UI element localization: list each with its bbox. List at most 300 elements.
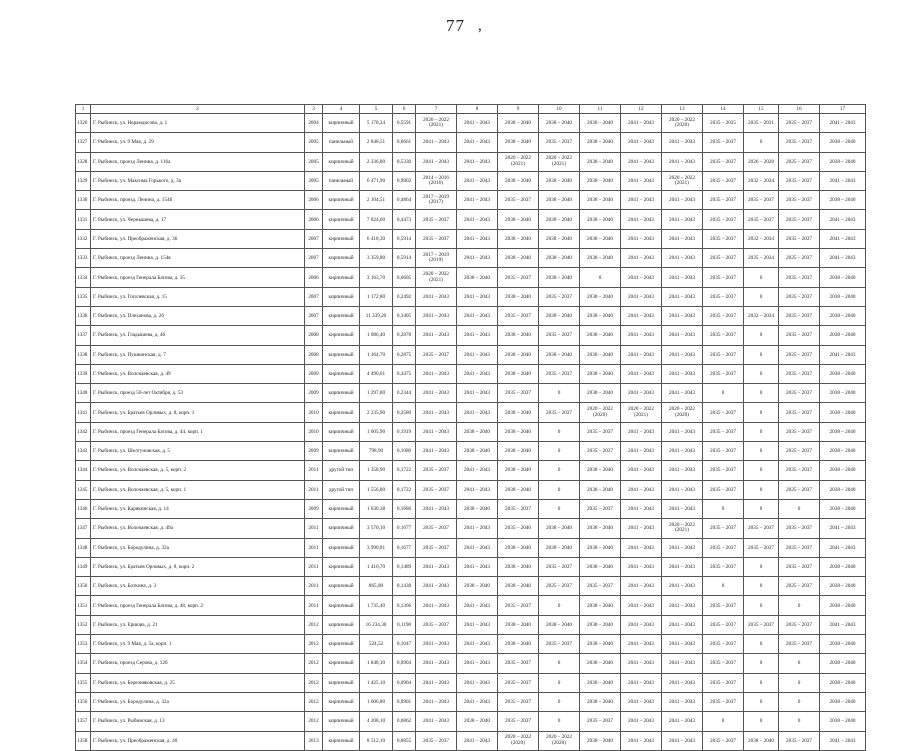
table-cell: 2035 – 2037 bbox=[580, 442, 621, 461]
table-cell: 2041 – 2043 bbox=[662, 480, 703, 499]
table-cell: 798,90 bbox=[360, 442, 393, 461]
table-cell: 2035 – 2037 bbox=[416, 210, 457, 229]
column-number-header: 8 bbox=[457, 105, 498, 114]
table-cell: 2011 bbox=[305, 519, 323, 538]
table-cell: 0 bbox=[744, 326, 779, 345]
table-cell: 2038 – 2040 bbox=[457, 268, 498, 287]
table-cell: 2035 – 2037 bbox=[779, 538, 820, 557]
table-cell: 2017 – 2019 (2017) bbox=[416, 191, 457, 210]
table-cell: 0 bbox=[744, 345, 779, 364]
column-number-header: 3 bbox=[305, 105, 323, 114]
table-cell: 0 bbox=[744, 712, 779, 731]
table-cell: 2041 – 2043 bbox=[820, 210, 866, 229]
table-cell: 0 bbox=[744, 654, 779, 673]
row-number-cell: 1348 bbox=[76, 538, 91, 557]
table-cell: 2038 – 2040 bbox=[498, 442, 539, 461]
table-cell: 2038 – 2040 bbox=[498, 480, 539, 499]
table-cell: 2035 – 2037 bbox=[703, 538, 744, 557]
table-cell: 2038 – 2040 bbox=[498, 210, 539, 229]
row-number-cell: 1337 bbox=[76, 326, 91, 345]
table-cell: 2035 – 2037 bbox=[779, 229, 820, 248]
table-cell: 2038 – 2040 bbox=[580, 229, 621, 248]
table-row bbox=[76, 577, 866, 596]
table-cell: 2041 – 2043 bbox=[662, 712, 703, 731]
table-row bbox=[76, 615, 866, 634]
table-cell: 7 824,60 bbox=[360, 210, 393, 229]
table-cell: 0,3405 bbox=[393, 306, 416, 325]
table-cell: 2038 – 2040 bbox=[820, 364, 866, 383]
address-cell: Г. Рыбинск, ул. Гоголевская, д. 15 bbox=[91, 287, 305, 306]
table-cell: 1 410,70 bbox=[360, 557, 393, 576]
table-cell: 2012 bbox=[305, 635, 323, 654]
table-cell: 2035 – 2037 bbox=[539, 133, 580, 152]
table-cell: 2041 – 2043 bbox=[662, 345, 703, 364]
column-number-header: 13 bbox=[662, 105, 703, 114]
table-cell: 2041 – 2043 bbox=[621, 133, 662, 152]
table-cell: кирпичный bbox=[323, 306, 360, 325]
table-cell: 0 bbox=[779, 499, 820, 518]
table-cell: 2011 bbox=[305, 557, 323, 576]
table-cell: 2011 bbox=[305, 596, 323, 615]
table-cell: 2035 – 2037 bbox=[498, 712, 539, 731]
table-cell: 2041 – 2043 bbox=[457, 731, 498, 750]
address-cell: Г. Рыбинск, ул. Волочаевская, д. 5, корп. 2 bbox=[91, 461, 305, 480]
table-cell: 2038 – 2040 bbox=[820, 442, 866, 461]
table-cell: 2035 – 2037 bbox=[498, 673, 539, 692]
table-cell: 2041 – 2043 bbox=[621, 635, 662, 654]
table-cell: 2011 bbox=[305, 461, 323, 480]
table-cell: 2041 – 2043 bbox=[621, 461, 662, 480]
table-cell: 0 bbox=[539, 673, 580, 692]
table-cell: 2038 – 2040 bbox=[820, 268, 866, 287]
table-cell: 0 bbox=[744, 692, 779, 711]
table-cell: 2038 – 2040 bbox=[820, 596, 866, 615]
table-cell: 2035 – 2037 bbox=[779, 133, 820, 152]
column-number-header: 15 bbox=[744, 105, 779, 114]
table-cell: 5 178,24 bbox=[360, 114, 393, 133]
table-cell: 0,6605 bbox=[393, 268, 416, 287]
table-cell: 2041 – 2043 bbox=[662, 538, 703, 557]
table-row bbox=[76, 422, 866, 441]
table-cell: 2035 – 2037 bbox=[416, 345, 457, 364]
table-cell: 2035 – 2037 bbox=[703, 191, 744, 210]
table-cell: 2041 – 2043 bbox=[662, 364, 703, 383]
table-cell: 2041 – 2043 bbox=[416, 596, 457, 615]
table-cell: 2041 – 2043 bbox=[662, 384, 703, 403]
table-row bbox=[76, 171, 866, 190]
table-row bbox=[76, 442, 866, 461]
address-cell: Г. Рыбинск, проезд 50-лет Октября, д. 53 bbox=[91, 384, 305, 403]
address-cell: Г. Рыбинск, ул. Максима Горького, д. 3а bbox=[91, 171, 305, 190]
table-cell: 2038 – 2040 bbox=[580, 345, 621, 364]
table-cell: 2041 – 2043 bbox=[416, 557, 457, 576]
table-cell: 2041 – 2043 bbox=[457, 171, 498, 190]
column-number-header: 9 bbox=[498, 105, 539, 114]
table-cell: 2041 – 2043 bbox=[416, 673, 457, 692]
address-cell: Г. Рыбинск, проезд Генерала Батова, д. 48, корп. 2 bbox=[91, 596, 305, 615]
table-cell: 1 605,90 bbox=[360, 422, 393, 441]
table-row bbox=[76, 499, 866, 518]
address-cell: Г. Рыбинск, ул. Гладышева, д. 46 bbox=[91, 326, 305, 345]
table-cell: 2035 – 2037 bbox=[703, 692, 744, 711]
table-cell: 2035 – 2037 bbox=[703, 731, 744, 750]
table-cell: 2038 – 2040 bbox=[498, 326, 539, 345]
table-cell: 2035 – 2040 bbox=[498, 519, 539, 538]
table-cell: 2041 – 2043 bbox=[662, 191, 703, 210]
row-number-cell: 1349 bbox=[76, 557, 91, 576]
table-cell: 2035 – 2037 bbox=[416, 519, 457, 538]
table-cell: 2009 bbox=[305, 442, 323, 461]
table-cell: 524,52 bbox=[360, 635, 393, 654]
table-cell: 2038 – 2040 bbox=[580, 114, 621, 133]
table-cell: 2038 – 2040 bbox=[580, 654, 621, 673]
table-cell: 0 bbox=[703, 712, 744, 731]
table-cell: 2041 – 2043 bbox=[621, 191, 662, 210]
address-cell: Г. Рыбинск, проезд Генерала Батова, д. 44, корп. 1 bbox=[91, 422, 305, 441]
table-cell: 0 bbox=[744, 461, 779, 480]
table-cell: 2041 – 2043 bbox=[416, 133, 457, 152]
table-cell: 2038 – 2040 bbox=[744, 731, 779, 750]
table-cell: 0,1722 bbox=[393, 480, 416, 499]
table-cell: 2038 – 2040 bbox=[580, 326, 621, 345]
table-cell: 2041 – 2043 bbox=[457, 384, 498, 403]
table-cell: 4 208,10 bbox=[360, 712, 393, 731]
row-number-cell: 1356 bbox=[76, 692, 91, 711]
table-cell: 2041 – 2043 bbox=[457, 615, 498, 634]
table-cell: 2035 – 2037 bbox=[703, 615, 744, 634]
table-cell: 2041 – 2043 bbox=[457, 191, 498, 210]
table-cell: 2035 – 2037 bbox=[539, 326, 580, 345]
column-number-header: 17 bbox=[820, 105, 866, 114]
table-cell: 2 104,51 bbox=[360, 191, 393, 210]
table-cell: 0,5330 bbox=[393, 152, 416, 171]
table-cell: 2041 – 2043 bbox=[820, 171, 866, 190]
row-number-cell: 1345 bbox=[76, 480, 91, 499]
table-cell: 2026 – 2028 bbox=[744, 152, 779, 171]
table-cell: 2038 – 2040 bbox=[498, 635, 539, 654]
table-cell: 2041 – 2043 bbox=[457, 654, 498, 673]
table-cell: 2011 bbox=[305, 538, 323, 557]
table-cell: 0 bbox=[580, 268, 621, 287]
table-cell: 2038 – 2040 bbox=[580, 538, 621, 557]
row-number-cell: 1344 bbox=[76, 461, 91, 480]
table-cell: 2041 – 2043 bbox=[416, 635, 457, 654]
column-number-header: 12 bbox=[621, 105, 662, 114]
table-cell: 2041 – 2043 bbox=[416, 152, 457, 171]
table-cell: 2013 bbox=[305, 731, 323, 750]
table-cell: 2035 – 2037 bbox=[416, 229, 457, 248]
table-row bbox=[76, 229, 866, 248]
table-cell: 2020 – 2022 (2020) bbox=[498, 731, 539, 750]
row-number-cell: 1346 bbox=[76, 499, 91, 518]
table-cell: 2038 – 2040 bbox=[539, 615, 580, 634]
table-cell: 2035 – 2037 bbox=[779, 519, 820, 538]
table-cell: 2041 – 2043 bbox=[457, 152, 498, 171]
table-cell: 2041 – 2043 bbox=[621, 615, 662, 634]
table-row bbox=[76, 210, 866, 229]
table-cell: 2041 – 2043 bbox=[416, 287, 457, 306]
table-cell: 2038 – 2040 bbox=[820, 384, 866, 403]
table-cell: 2041 – 2043 bbox=[457, 249, 498, 268]
table-cell: кирпичный bbox=[323, 403, 360, 422]
table-cell: 2035 – 2037 bbox=[779, 152, 820, 171]
table-cell: 0,4864 bbox=[393, 191, 416, 210]
row-number-cell: 1336 bbox=[76, 306, 91, 325]
row-number-cell: 1355 bbox=[76, 673, 91, 692]
table-cell: 2041 – 2043 bbox=[416, 364, 457, 383]
table-cell: 11 339,20 bbox=[360, 306, 393, 325]
row-number-cell: 1351 bbox=[76, 596, 91, 615]
table-cell: 2035 – 2037 bbox=[703, 171, 744, 190]
table-row bbox=[76, 712, 866, 731]
table-cell: 2009 bbox=[305, 499, 323, 518]
table-cell: 0 bbox=[539, 422, 580, 441]
table-cell: 2035 – 2037 bbox=[703, 306, 744, 325]
table-row bbox=[76, 557, 866, 576]
table-cell: 2038 – 2040 bbox=[820, 133, 866, 152]
table-cell: 2035 – 2037 bbox=[580, 499, 621, 518]
address-cell: Г. Рыбинск, ул. Чернышева, д. 17 bbox=[91, 210, 305, 229]
row-number-cell: 1352 bbox=[76, 615, 91, 634]
table-cell: 2038 – 2040 bbox=[498, 615, 539, 634]
table-cell: 2041 – 2043 bbox=[621, 326, 662, 345]
page-number: 77 bbox=[446, 16, 465, 35]
table-cell: 2011 bbox=[305, 480, 323, 499]
table-cell: 2041 – 2043 bbox=[621, 152, 662, 171]
table-row bbox=[76, 692, 866, 711]
table-cell: 0,1489 bbox=[393, 557, 416, 576]
table-cell: кирпичный bbox=[323, 345, 360, 364]
table-cell: 2012 bbox=[305, 615, 323, 634]
table-cell: 2038 – 2040 bbox=[580, 480, 621, 499]
table-cell: 2041 – 2043 bbox=[662, 442, 703, 461]
table-cell: 0 bbox=[539, 692, 580, 711]
table-cell: 2035 – 2037 bbox=[703, 461, 744, 480]
table-cell: 0,4475 bbox=[393, 364, 416, 383]
table-cell: 2038 – 2040 bbox=[580, 461, 621, 480]
address-cell: Г. Рыбинск, ул. Нерамдисова, д. 1 bbox=[91, 114, 305, 133]
table-cell: 2020 – 2022 (2021) bbox=[498, 152, 539, 171]
table-cell: 2038 – 2040 bbox=[820, 635, 866, 654]
table-cell: 2007 bbox=[305, 306, 323, 325]
table-cell: 2041 – 2043 bbox=[457, 635, 498, 654]
table-cell: 2035 – 2037 bbox=[703, 519, 744, 538]
table-cell: панельный bbox=[323, 133, 360, 152]
row-number-cell: 1331 bbox=[76, 210, 91, 229]
address-cell: Г. Рыбинск, ул. Плеханова, д. 26 bbox=[91, 306, 305, 325]
table-cell: 2038 – 2040 bbox=[580, 249, 621, 268]
table-cell: 2041 – 2043 bbox=[457, 364, 498, 383]
table-cell: 0 bbox=[779, 692, 820, 711]
table-cell: 16 234,30 bbox=[360, 615, 393, 634]
table-cell: 2035 – 2037 bbox=[539, 287, 580, 306]
table-cell: 2035 – 2037 bbox=[703, 210, 744, 229]
table-cell: 2035 – 2037 bbox=[744, 519, 779, 538]
table-cell: 2041 – 2043 bbox=[416, 499, 457, 518]
table-cell: кирпичный bbox=[323, 326, 360, 345]
table-cell: 0 bbox=[539, 442, 580, 461]
table-cell: 0 bbox=[539, 712, 580, 731]
table-cell: кирпичный bbox=[323, 499, 360, 518]
table-cell: 2038 – 2040 bbox=[498, 287, 539, 306]
table-cell: 2020 – 2022 (2021) bbox=[662, 519, 703, 538]
address-cell: Г. Рыбинск, ул. Волочаевская, д. 49а bbox=[91, 519, 305, 538]
table-cell: 2035 – 2037 bbox=[539, 577, 580, 596]
table-cell: 0 bbox=[744, 442, 779, 461]
table-cell: 2038 – 2040 bbox=[580, 692, 621, 711]
table-cell: 2041 – 2043 bbox=[662, 133, 703, 152]
table-cell: 2038 – 2040 bbox=[820, 480, 866, 499]
table-cell: кирпичный bbox=[323, 229, 360, 248]
table-cell: 2038 – 2040 bbox=[498, 557, 539, 576]
table-cell: кирпичный bbox=[323, 557, 360, 576]
table-cell: 2035 – 2037 bbox=[703, 133, 744, 152]
table-cell: кирпичный bbox=[323, 692, 360, 711]
table-cell: 2035 – 2037 bbox=[744, 538, 779, 557]
address-cell: Г. Рыбинск, ул. Рыбинская, д. 13 bbox=[91, 712, 305, 731]
table-cell: 2035 – 2037 bbox=[779, 171, 820, 190]
table-cell: 0 bbox=[779, 654, 820, 673]
table-cell: 0,9802 bbox=[393, 171, 416, 190]
table-row bbox=[76, 306, 866, 325]
table-cell: 4 490,61 bbox=[360, 364, 393, 383]
table-cell: 2038 – 2040 bbox=[498, 577, 539, 596]
table-cell: 2006 bbox=[305, 210, 323, 229]
table-cell: кирпичный bbox=[323, 538, 360, 557]
table-cell: 2035 – 2037 bbox=[779, 403, 820, 422]
table-cell: 2038 – 2040 bbox=[539, 171, 580, 190]
table-cell: 2038 – 2040 bbox=[820, 403, 866, 422]
table-cell: 2041 – 2043 bbox=[820, 114, 866, 133]
table-cell: 0,1686 bbox=[393, 499, 416, 518]
table-row bbox=[76, 364, 866, 383]
table-cell: 3 990,81 bbox=[360, 538, 393, 557]
table-cell: кирпичный bbox=[323, 577, 360, 596]
table-cell: 2035 – 2037 bbox=[779, 287, 820, 306]
table-cell: 2035 – 2037 bbox=[703, 557, 744, 576]
table-cell: 865,80 bbox=[360, 577, 393, 596]
table-cell: 2038 – 2040 bbox=[580, 191, 621, 210]
address-cell: Г. Рыбинск, ул. Бородулина, д. 32а bbox=[91, 538, 305, 557]
table-cell: 2035 – 2037 bbox=[539, 557, 580, 576]
table-cell: 2041 – 2043 bbox=[662, 461, 703, 480]
table-cell: 2041 – 2043 bbox=[621, 345, 662, 364]
table-row bbox=[76, 345, 866, 364]
address-cell: Г. Рыбинск, проезд Генерала Батова, д. 35 bbox=[91, 268, 305, 287]
table-cell: 2010 bbox=[305, 403, 323, 422]
table-cell: 0 bbox=[744, 673, 779, 692]
table-cell: 2041 – 2043 bbox=[621, 557, 662, 576]
table-cell: 2035 – 2037 bbox=[703, 422, 744, 441]
table-cell: 2038 – 2040 bbox=[580, 171, 621, 190]
table-cell: 2020 – 2022 (2020) bbox=[662, 114, 703, 133]
address-cell: Г. Рыбинск, ул. Волочаевская, д. 49 bbox=[91, 364, 305, 383]
table-row bbox=[76, 268, 866, 287]
table-cell: 2038 – 2040 bbox=[820, 191, 866, 210]
table-cell: 2041 – 2043 bbox=[621, 171, 662, 190]
table-cell: 2 336,80 bbox=[360, 152, 393, 171]
table-cell: 0,6661 bbox=[393, 133, 416, 152]
table-cell: кирпичный bbox=[323, 287, 360, 306]
column-number-row bbox=[76, 105, 866, 114]
row-number-cell: 1354 bbox=[76, 654, 91, 673]
table-cell: 2035 – 2037 bbox=[779, 326, 820, 345]
table-cell: 2041 – 2043 bbox=[662, 249, 703, 268]
table-cell: 2007 bbox=[305, 249, 323, 268]
table-cell: кирпичный bbox=[323, 384, 360, 403]
table-row bbox=[76, 249, 866, 268]
table-cell: 2035 – 2037 bbox=[779, 461, 820, 480]
table-cell: 2005 bbox=[305, 133, 323, 152]
table-row bbox=[76, 114, 866, 133]
table-cell: 1 606,80 bbox=[360, 692, 393, 711]
table-cell: 0,3580 bbox=[393, 403, 416, 422]
table-cell: 2014 – 2016 (2016) bbox=[416, 171, 457, 190]
table-cell: 0,4473 bbox=[393, 210, 416, 229]
table-cell: 2041 – 2043 bbox=[662, 499, 703, 518]
table-cell: 2041 – 2043 bbox=[662, 287, 703, 306]
table-cell: 2041 – 2043 bbox=[457, 692, 498, 711]
address-cell: Г. Рыбинск, проезд Серова, д. 12б bbox=[91, 654, 305, 673]
table-cell: 2041 – 2043 bbox=[621, 538, 662, 557]
table-cell: 2035 – 2037 bbox=[498, 654, 539, 673]
table-cell: 2035 – 2037 bbox=[580, 712, 621, 731]
table-cell: 2038 – 2040 bbox=[498, 249, 539, 268]
table-cell: 2038 – 2040 bbox=[820, 712, 866, 731]
table-cell: 2038 – 2040 bbox=[498, 403, 539, 422]
address-cell: Г. Рыбинск, ул. Бородулина, д. 32а bbox=[91, 692, 305, 711]
table-cell: 0 bbox=[539, 384, 580, 403]
table-cell: 0 bbox=[744, 384, 779, 403]
table-cell: 2035 – 2037 bbox=[498, 268, 539, 287]
table-cell: 2035 – 2037 bbox=[779, 384, 820, 403]
table-cell: 0,1047 bbox=[393, 635, 416, 654]
table-cell: 2041 – 2043 bbox=[457, 538, 498, 557]
table-cell: 0 bbox=[539, 480, 580, 499]
table-cell: 0,0862 bbox=[393, 712, 416, 731]
table-cell: 2020 – 2022 (2021) bbox=[416, 268, 457, 287]
table-cell: 2035 – 2037 bbox=[703, 364, 744, 383]
table-cell: 2038 – 2040 bbox=[539, 345, 580, 364]
table-cell: 2038 – 2040 bbox=[498, 171, 539, 190]
table-cell: 2041 – 2043 bbox=[621, 210, 662, 229]
table-cell: 2041 – 2043 bbox=[662, 654, 703, 673]
table-cell: 2041 – 2043 bbox=[621, 499, 662, 518]
table-cell: 2038 – 2040 bbox=[820, 306, 866, 325]
address-cell: Г. Рыбинск, ул. Преображенская, д. 40 bbox=[91, 731, 305, 750]
table-row bbox=[76, 596, 866, 615]
table-cell: 2041 – 2043 bbox=[662, 557, 703, 576]
table-row bbox=[76, 538, 866, 557]
table-cell: 0,2344 bbox=[393, 384, 416, 403]
table-row bbox=[76, 654, 866, 673]
column-number-header: 14 bbox=[703, 105, 744, 114]
table-cell: 2038 – 2040 bbox=[820, 152, 866, 171]
table-cell: 2041 – 2043 bbox=[416, 654, 457, 673]
table-cell: 2038 – 2040 bbox=[539, 114, 580, 133]
table-cell: 2035 – 2037 bbox=[416, 461, 457, 480]
table-cell: 2041 – 2043 bbox=[416, 577, 457, 596]
table-cell: 0,1722 bbox=[393, 461, 416, 480]
table-cell: 2041 – 2043 bbox=[416, 712, 457, 731]
table-cell: 2038 – 2040 bbox=[580, 287, 621, 306]
table-cell: 2041 – 2043 bbox=[621, 654, 662, 673]
table-cell: 2038 – 2040 bbox=[820, 673, 866, 692]
table-cell: 2006 bbox=[305, 191, 323, 210]
row-number-cell: 1327 bbox=[76, 133, 91, 152]
table-cell: 0,0901 bbox=[393, 692, 416, 711]
table-cell: 0 bbox=[703, 577, 744, 596]
